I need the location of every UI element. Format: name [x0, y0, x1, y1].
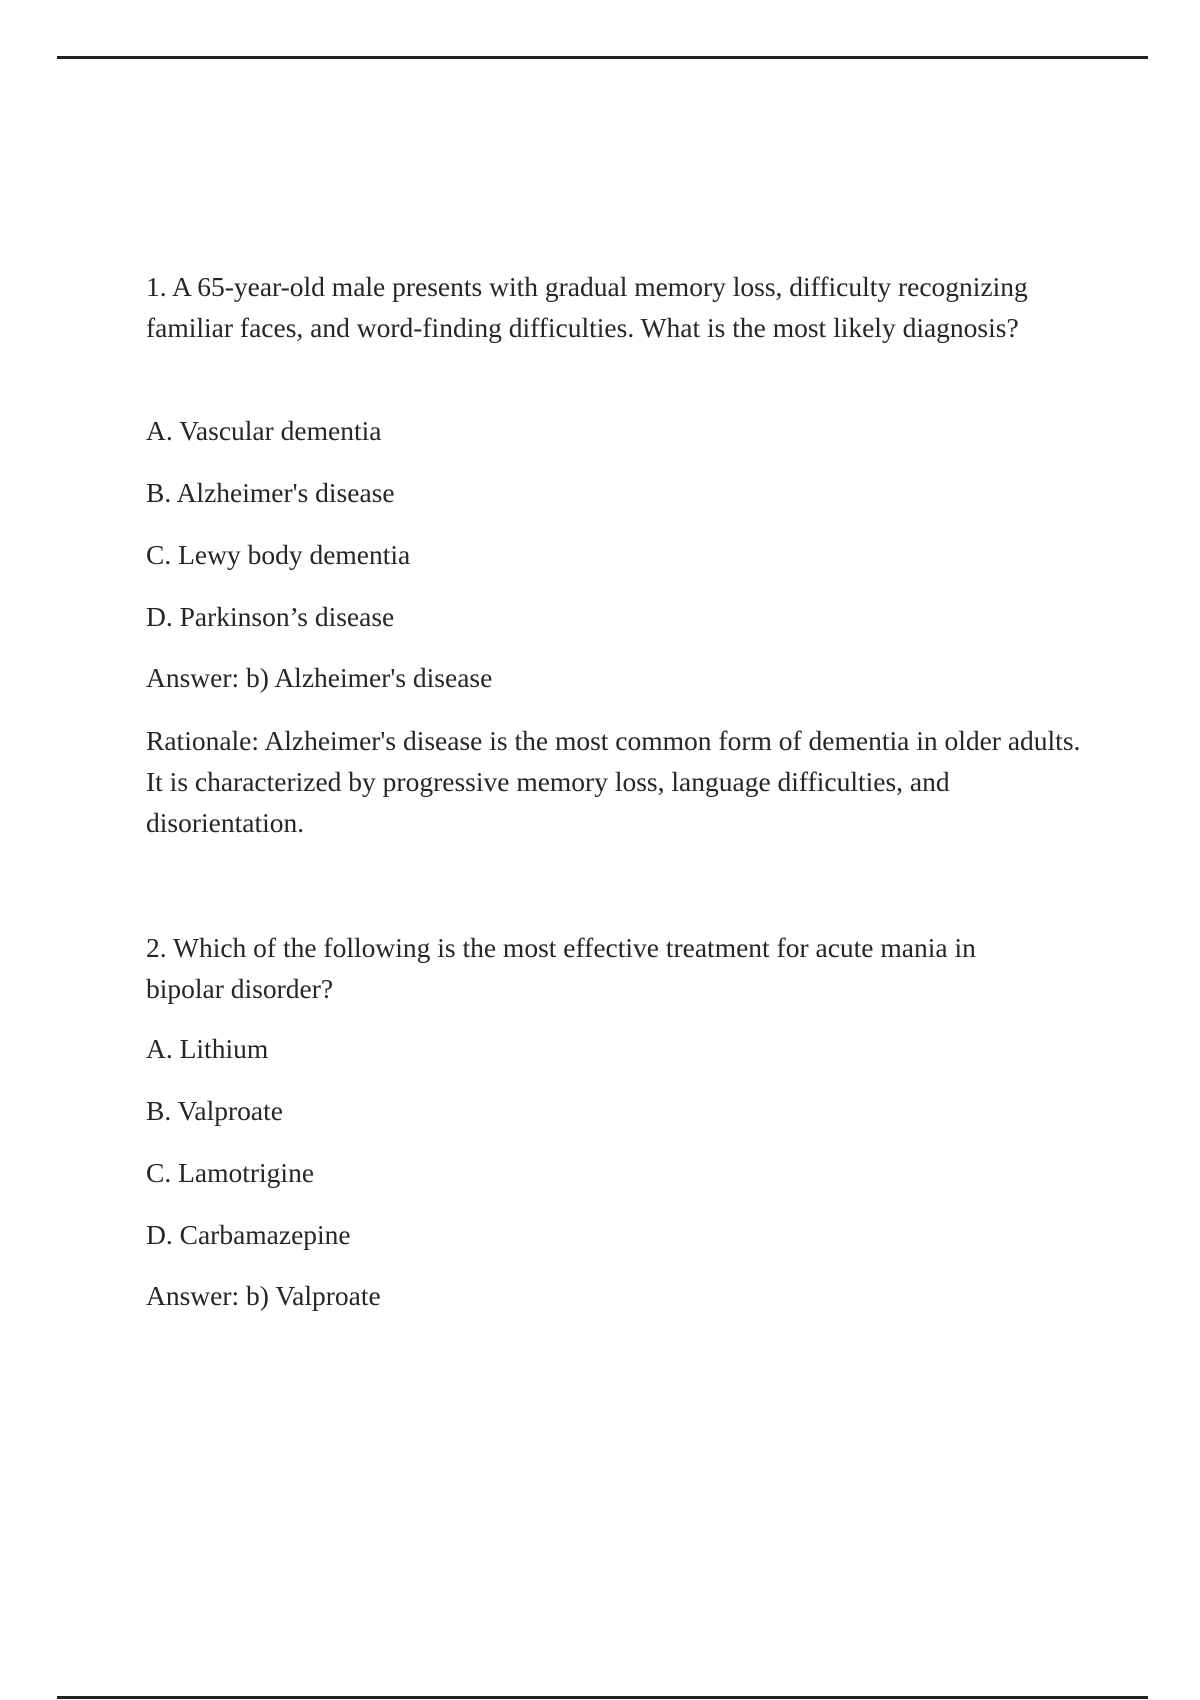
question-2-option-b: B. Valproate — [146, 1095, 283, 1126]
question-2-option-d: D. Carbamazepine — [146, 1219, 351, 1250]
question-1-option-c: C. Lewy body dementia — [146, 539, 411, 570]
question-2-stem: 2. Which of the following is the most effective treatment for acute mania in bipolar disorder? — [146, 932, 976, 1004]
question-1-rationale: Rationale: Alzheimer's disease is the most common form of dementia in older adults. It is characterized by progressive memory loss, language difficulties, and disorientation. — [146, 725, 1081, 838]
question-1-stem: 1. A 65-year-old male presents with gradual memory loss, difficulty recognizing familiar faces, and word-finding difficulties. What is the most likely diagnosis? — [146, 271, 1028, 343]
question-2-option-c: C. Lamotrigine — [146, 1157, 315, 1188]
question-1-option-a: A. Vascular dementia — [146, 415, 382, 446]
question-1-option-b: B. Alzheimer's disease — [146, 477, 395, 508]
header-rule — [57, 56, 1148, 59]
question-2-answer: Answer: b) Valproate — [146, 1280, 381, 1311]
footer-rule — [57, 1696, 1148, 1699]
question-1-option-d: D. Parkinson’s disease — [146, 601, 395, 632]
question-2-option-a: A. Lithium — [146, 1033, 269, 1064]
question-1-answer: Answer: b) Alzheimer's disease — [146, 662, 493, 693]
